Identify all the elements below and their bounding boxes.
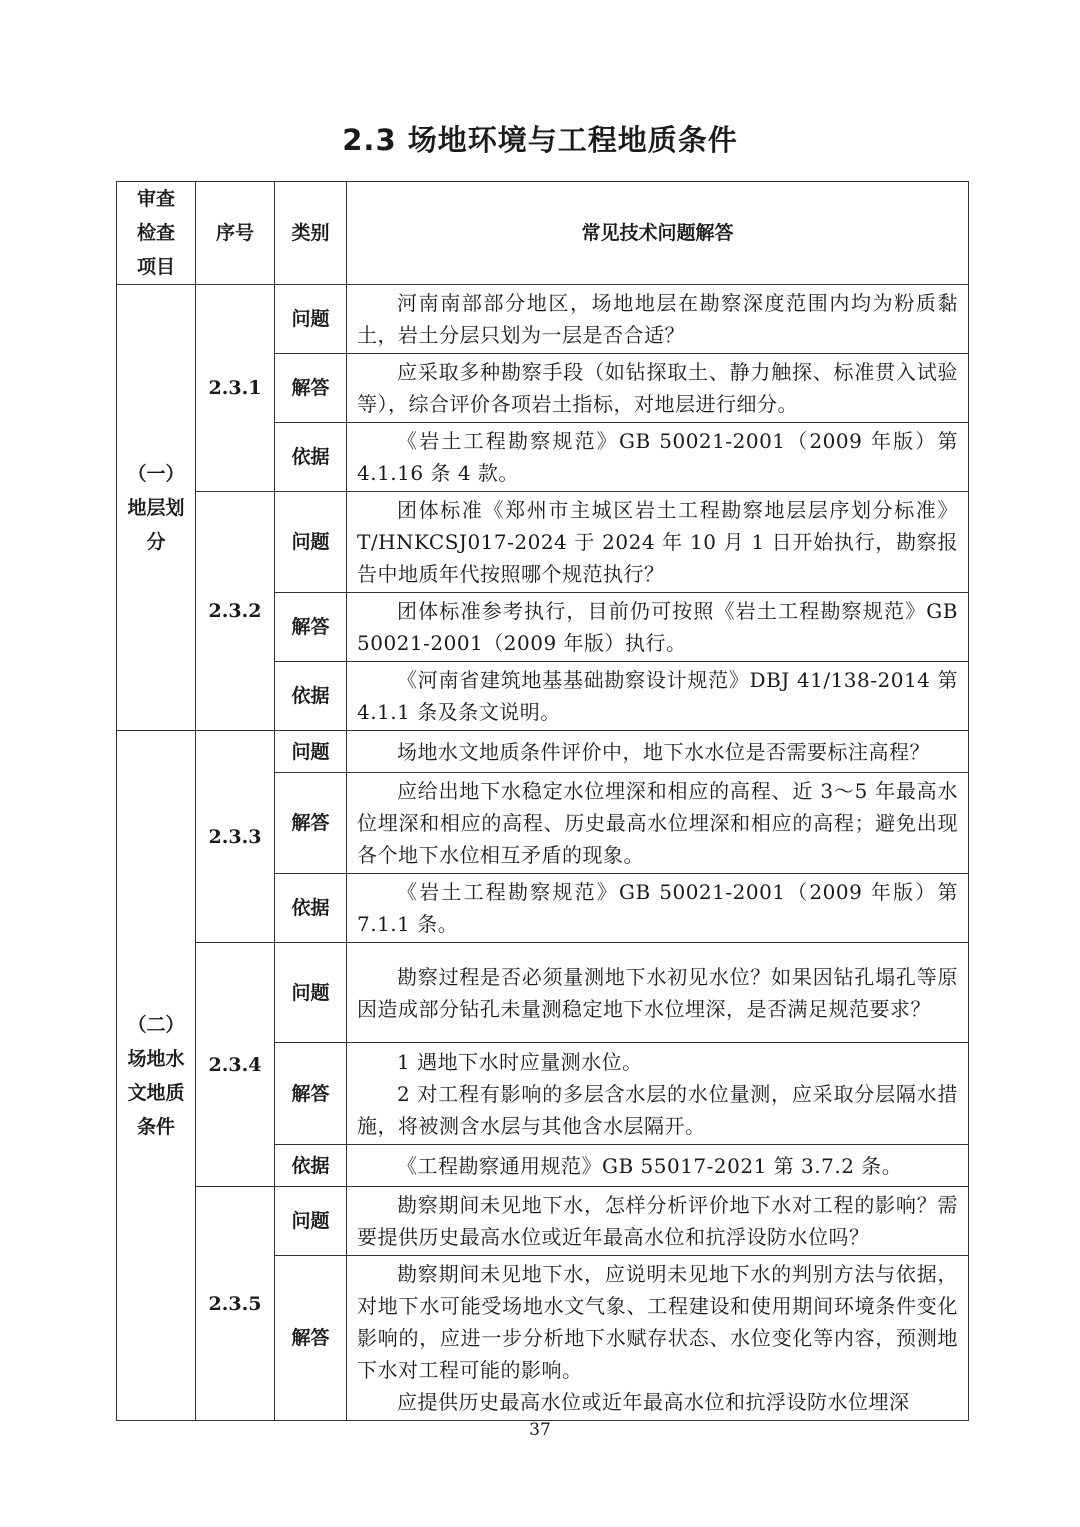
row-content bbox=[347, 943, 969, 1043]
row-content bbox=[347, 1187, 969, 1256]
group-label: （一） 地层划 分 bbox=[117, 285, 196, 731]
row-paragraph: 河南南部部分地区，场地地层在勘察深度范围内均为粉质黏土，岩土分层只划为一层是否合适？ bbox=[357, 291, 958, 347]
header-seq: 序号 bbox=[196, 182, 275, 285]
row-category: 依据 bbox=[275, 662, 347, 731]
row-paragraph: 2 对工程有影响的多层含水层的水位量测，应采取分层隔水措施，将被测含水层与其他含水层隔开。 bbox=[357, 1081, 958, 1138]
item-number: 2.3.2 bbox=[196, 492, 275, 731]
row-category: 解答 bbox=[275, 773, 347, 874]
row-paragraph: 应采取多种勘察手段（如钻探取土、静力触探、标准贯入试验等），综合评价各项岩土指标，对地层进行细分。 bbox=[357, 360, 958, 416]
table-body bbox=[117, 285, 969, 1421]
row-category: 解答 bbox=[275, 1043, 347, 1145]
row-paragraph: 团体标准参考执行，目前仍可按照《岩土工程勘察规范》GB 50021-2001（2009 年版）执行。 bbox=[357, 599, 958, 655]
row-paragraph: 团体标准《郑州市主城区岩土工程勘察地层层序划分标准》T/HNKCSJ017-2024 于 2024 年 10 月 1 日开始执行，勘察报告中地质年代按照哪个规范执行？ bbox=[357, 498, 958, 586]
table-row bbox=[117, 731, 969, 773]
header-answers: 常见技术问题解答 bbox=[347, 182, 969, 285]
row-paragraph: 应给出地下水稳定水位埋深和相应的高程、近 3～5 年最高水位埋深和相应的高程、历史最高水位埋深和相应的高程；避免出现各个地下水位相互矛盾的现象。 bbox=[357, 779, 958, 867]
row-category: 问题 bbox=[275, 492, 347, 593]
table-row bbox=[117, 492, 969, 593]
row-paragraph: 勘察期间未见地下水，应说明未见地下水的判别方法与依据，对地下水可能受场地水文气象、工程建设和使用期间环境条件变化影响的，应进一步分析地下水赋存状态、水位变化等内容，预测地下水对工程可能的影响。 bbox=[357, 1262, 958, 1382]
row-category: 问题 bbox=[275, 1187, 347, 1256]
page-title: 2.3 场地环境与工程地质条件 bbox=[342, 123, 738, 157]
row-paragraph: 1 遇地下水时应量测水位。 bbox=[397, 1049, 643, 1074]
row-content bbox=[347, 662, 969, 731]
row-category: 解答 bbox=[275, 593, 347, 662]
row-content bbox=[347, 423, 969, 492]
row-content bbox=[347, 1043, 969, 1145]
row-content bbox=[347, 593, 969, 662]
row-paragraph: 《岩土工程勘察规范》GB 50021-2001（2009 年版）第 4.1.16 条 4 款。 bbox=[357, 429, 958, 485]
row-paragraph: 《岩土工程勘察规范》GB 50021-2001（2009 年版）第 7.1.1 条。 bbox=[357, 880, 958, 936]
row-category: 解答 bbox=[275, 354, 347, 423]
row-paragraph: 场地水文地质条件评价中，地下水水位是否需要标注高程？ bbox=[397, 739, 930, 764]
qa-table bbox=[116, 181, 969, 1421]
page-number: 37 bbox=[529, 1420, 551, 1440]
row-content bbox=[347, 354, 969, 423]
row-paragraph: 勘察期间未见地下水，怎样分析评价地下水对工程的影响？需要提供历史最高水位或近年最高水位和抗浮设防水位吗？ bbox=[357, 1193, 958, 1249]
group-label: （二） 场地水 文地质 条件 bbox=[117, 731, 196, 1421]
item-number: 2.3.1 bbox=[196, 285, 275, 492]
row-category: 问题 bbox=[275, 943, 347, 1043]
row-content bbox=[347, 492, 969, 593]
table-row bbox=[117, 943, 969, 1043]
item-number: 2.3.5 bbox=[196, 1187, 275, 1421]
row-category: 依据 bbox=[275, 423, 347, 492]
row-content bbox=[347, 773, 969, 874]
table-row bbox=[117, 285, 969, 354]
row-category: 依据 bbox=[275, 874, 347, 943]
item-number: 2.3.4 bbox=[196, 943, 275, 1187]
row-category: 问题 bbox=[275, 731, 347, 773]
row-paragraph: 应提供历史最高水位或近年最高水位和抗浮设防水位埋深 bbox=[397, 1390, 910, 1414]
row-category: 解答 bbox=[275, 1256, 347, 1421]
row-content bbox=[347, 874, 969, 943]
row-category: 问题 bbox=[275, 285, 347, 354]
row-content bbox=[347, 285, 969, 354]
table-row bbox=[117, 1187, 969, 1256]
item-number: 2.3.3 bbox=[196, 731, 275, 943]
row-content bbox=[347, 1145, 969, 1187]
row-paragraph: 《工程勘察通用规范》GB 55017-2021 第 3.7.2 条。 bbox=[397, 1153, 903, 1178]
header-review-item: 审查 检查 项目 bbox=[117, 182, 196, 285]
row-paragraph: 《河南省建筑地基基础勘察设计规范》DBJ 41/138-2014 第 4.1.1 条及条文说明。 bbox=[357, 668, 958, 724]
row-category: 依据 bbox=[275, 1145, 347, 1187]
row-content bbox=[347, 1256, 969, 1421]
table-header-row bbox=[117, 182, 969, 285]
header-category: 类别 bbox=[275, 182, 347, 285]
row-paragraph: 勘察过程是否必须量测地下水初见水位？如果因钻孔塌孔等原因造成部分钻孔未量测稳定地下水位埋深，是否满足规范要求？ bbox=[357, 964, 958, 1021]
row-content bbox=[347, 731, 969, 773]
